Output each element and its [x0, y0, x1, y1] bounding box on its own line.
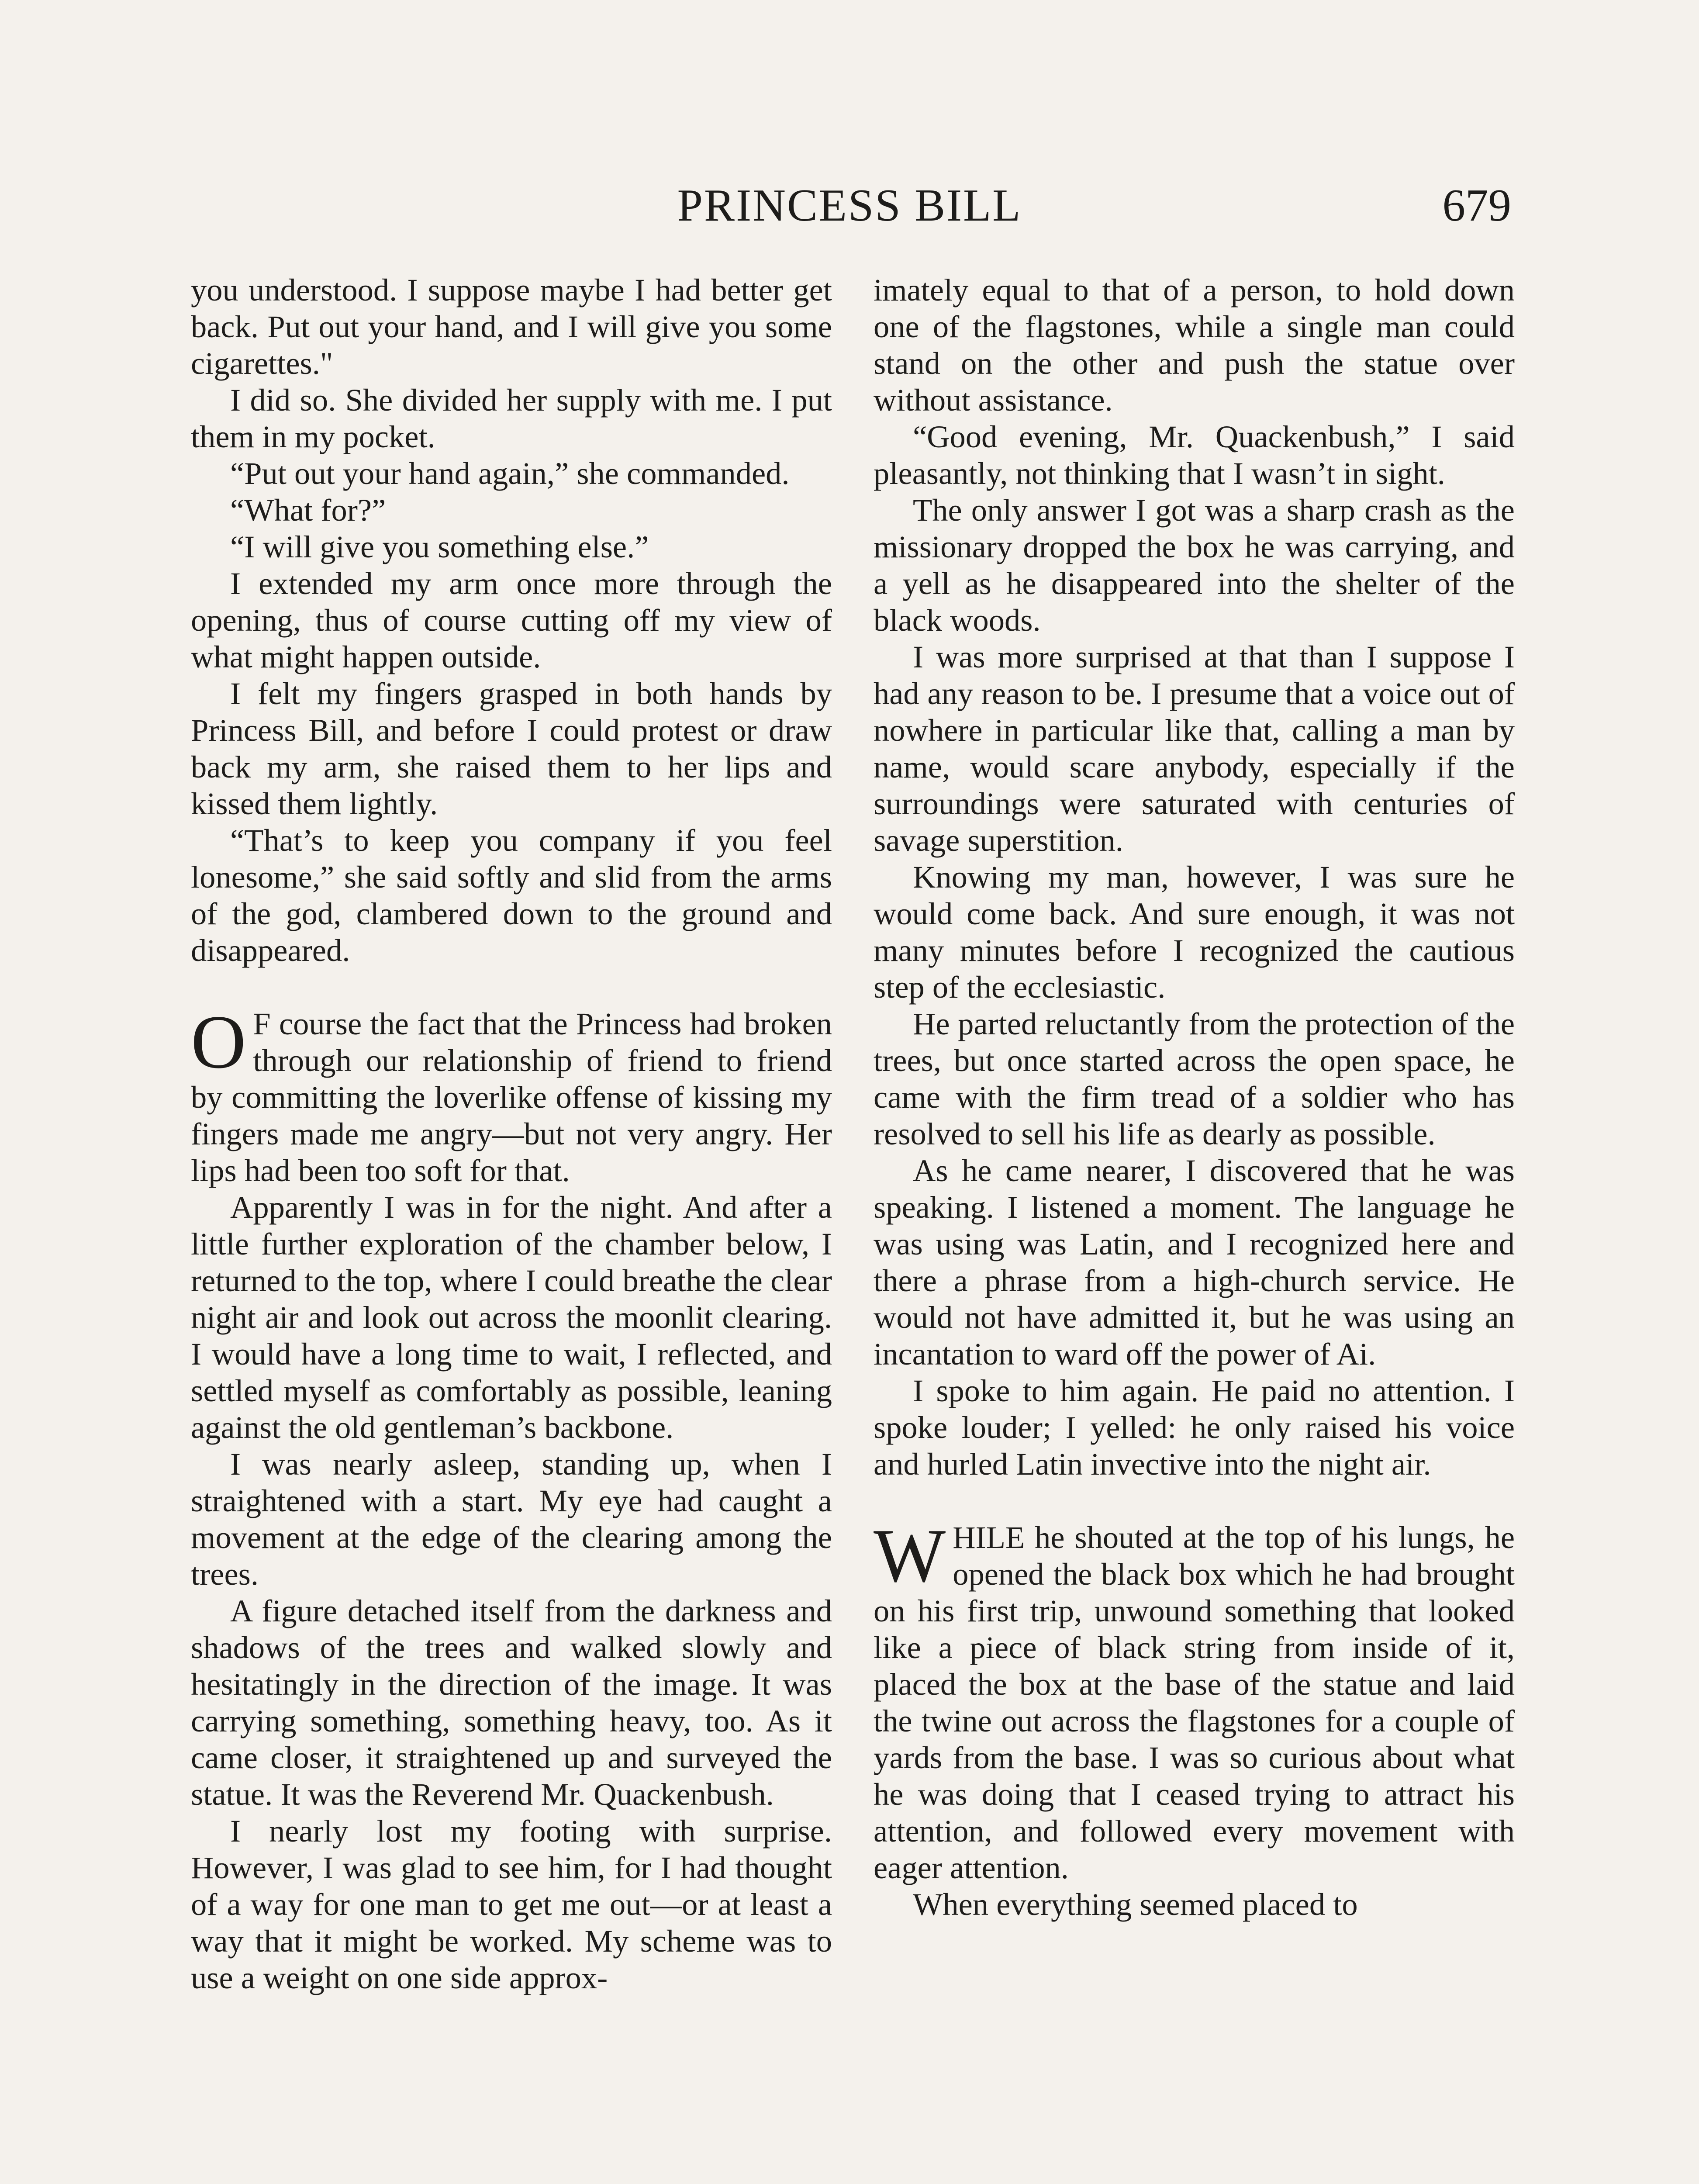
paragraph: I felt my fingers grasped in both hands by Princess Bill, and before I could protest or draw back my arm, she raised them to her lips and kissed them lightly. [191, 676, 832, 821]
paragraph: As he came nearer, I discovered that he was speaking. I listened a moment. The language he was using was Latin, and I recognized here and there a phrase from a high-church service. He would not have admitted it, but he was using an incantation to ward off the power of Ai. [874, 1153, 1515, 1372]
paragraph: I was more surprised at that than I suppose I had any reason to be. I presume that a voice out of nowhere in particular like that, calling a man by name, would scare anybody, especially if the surroundings were saturated with centuries of savage superstition. [874, 639, 1515, 858]
drop-cap: W [874, 1513, 946, 1598]
paragraph: I did so. She divided her supply with me. I put them in my pocket. [191, 382, 832, 454]
paragraph: Apparently I was in for the night. And after a little further exploration of the chamber below, I returned to the top, where I could breathe the clear night air and look out across the moonlit clearing. I would have a long time to wait, I reflected, and settled myself as comfortably as possible, leaning against the old gentleman’s backbone. [191, 1189, 832, 1445]
running-title: PRINCESS BILL [677, 180, 1022, 231]
right-column [874, 272, 1515, 1923]
left-column [191, 272, 832, 1996]
paragraph: I spoke to him again. He paid no attention. I spoke louder; I yelled: he only raised his voice and hurled Latin invective into the night air. [874, 1373, 1515, 1482]
paragraph: I nearly lost my footing with surprise. However, I was glad to see him, for I had thought of a way for one man to get me out—or at least a way that it might be worked. My scheme was to use a weight on one side approx- [191, 1813, 832, 1995]
paragraph-text: F course the fact that the Princess had broken through our relationship of friend to friend by committing the loverlike offense of kissing my fingers made me angry—but not very angry. Her lips had been too soft for that. [191, 1006, 832, 1188]
paragraph-text: HILE he shouted at the top of his lungs, he opened the black box which he had brought on his first trip, unwound something that looked like a piece of black string from inside of it, placed the box at the base of the statue and laid the twine out across the flagstones for a couple of yards from the base. I was so curious about what he was doing that I ceased trying to attract his attention, and followed every movement with eager attention. [874, 1520, 1515, 1885]
paragraph: imately equal to that of a person, to hold down one of the flagstones, while a single man could stand on the other and push the statue over without assistance. [874, 272, 1515, 418]
paragraph: “That’s to keep you company if you feel lonesome,” she said softly and slid from the arms of the god, clambered down to the ground and disappeared. [191, 822, 832, 968]
paragraph: I was nearly asleep, standing up, when I straightened with a start. My eye had caught a movement at the edge of the clearing among the trees. [191, 1446, 832, 1592]
paragraph: I extended my arm once more through the opening, thus of course cutting off my view of what might happen outside. [191, 566, 832, 674]
paragraph: “Put out your hand again,” she commanded. [230, 456, 790, 491]
paragraph: “What for?” [230, 492, 386, 528]
page-number: 679 [1442, 180, 1511, 231]
page-header [188, 175, 1511, 236]
paragraph: you understood. I suppose maybe I had better get back. Put out your hand, and I will give you some cigarettes." [191, 272, 832, 381]
paragraph: A figure detached itself from the darkness and shadows of the trees and walked slowly and hesitatingly in the direction of the image. It was carrying something, something heavy, too. As it came closer, it straightened up and surveyed the statue. It was the Reverend Mr. Quackenbush. [191, 1593, 832, 1812]
drop-cap: O [191, 999, 246, 1084]
section-opening-paragraph [191, 999, 832, 1189]
paragraph: “I will give you something else.” [230, 529, 649, 564]
paragraph: The only answer I got was a sharp crash as the missionary dropped the box he was carrying, and a yell as he disappeared into the shelter of the black woods. [874, 492, 1515, 638]
paragraph: “Good evening, Mr. Quackenbush,” I said pleasantly, not thinking that I wasn’t in sight. [874, 419, 1515, 491]
paragraph: He parted reluctantly from the protection of the trees, but once started across the open space, he came with the firm tread of a soldier who has resolved to sell his life as dearly as possible. [874, 1006, 1515, 1151]
paragraph: Knowing my man, however, I was sure he would come back. And sure enough, it was not many minutes before I recognized the cautious step of the ecclesiastic. [874, 859, 1515, 1005]
section-opening-paragraph [874, 1513, 1515, 1886]
paragraph: When everything seemed placed to [913, 1887, 1358, 1922]
